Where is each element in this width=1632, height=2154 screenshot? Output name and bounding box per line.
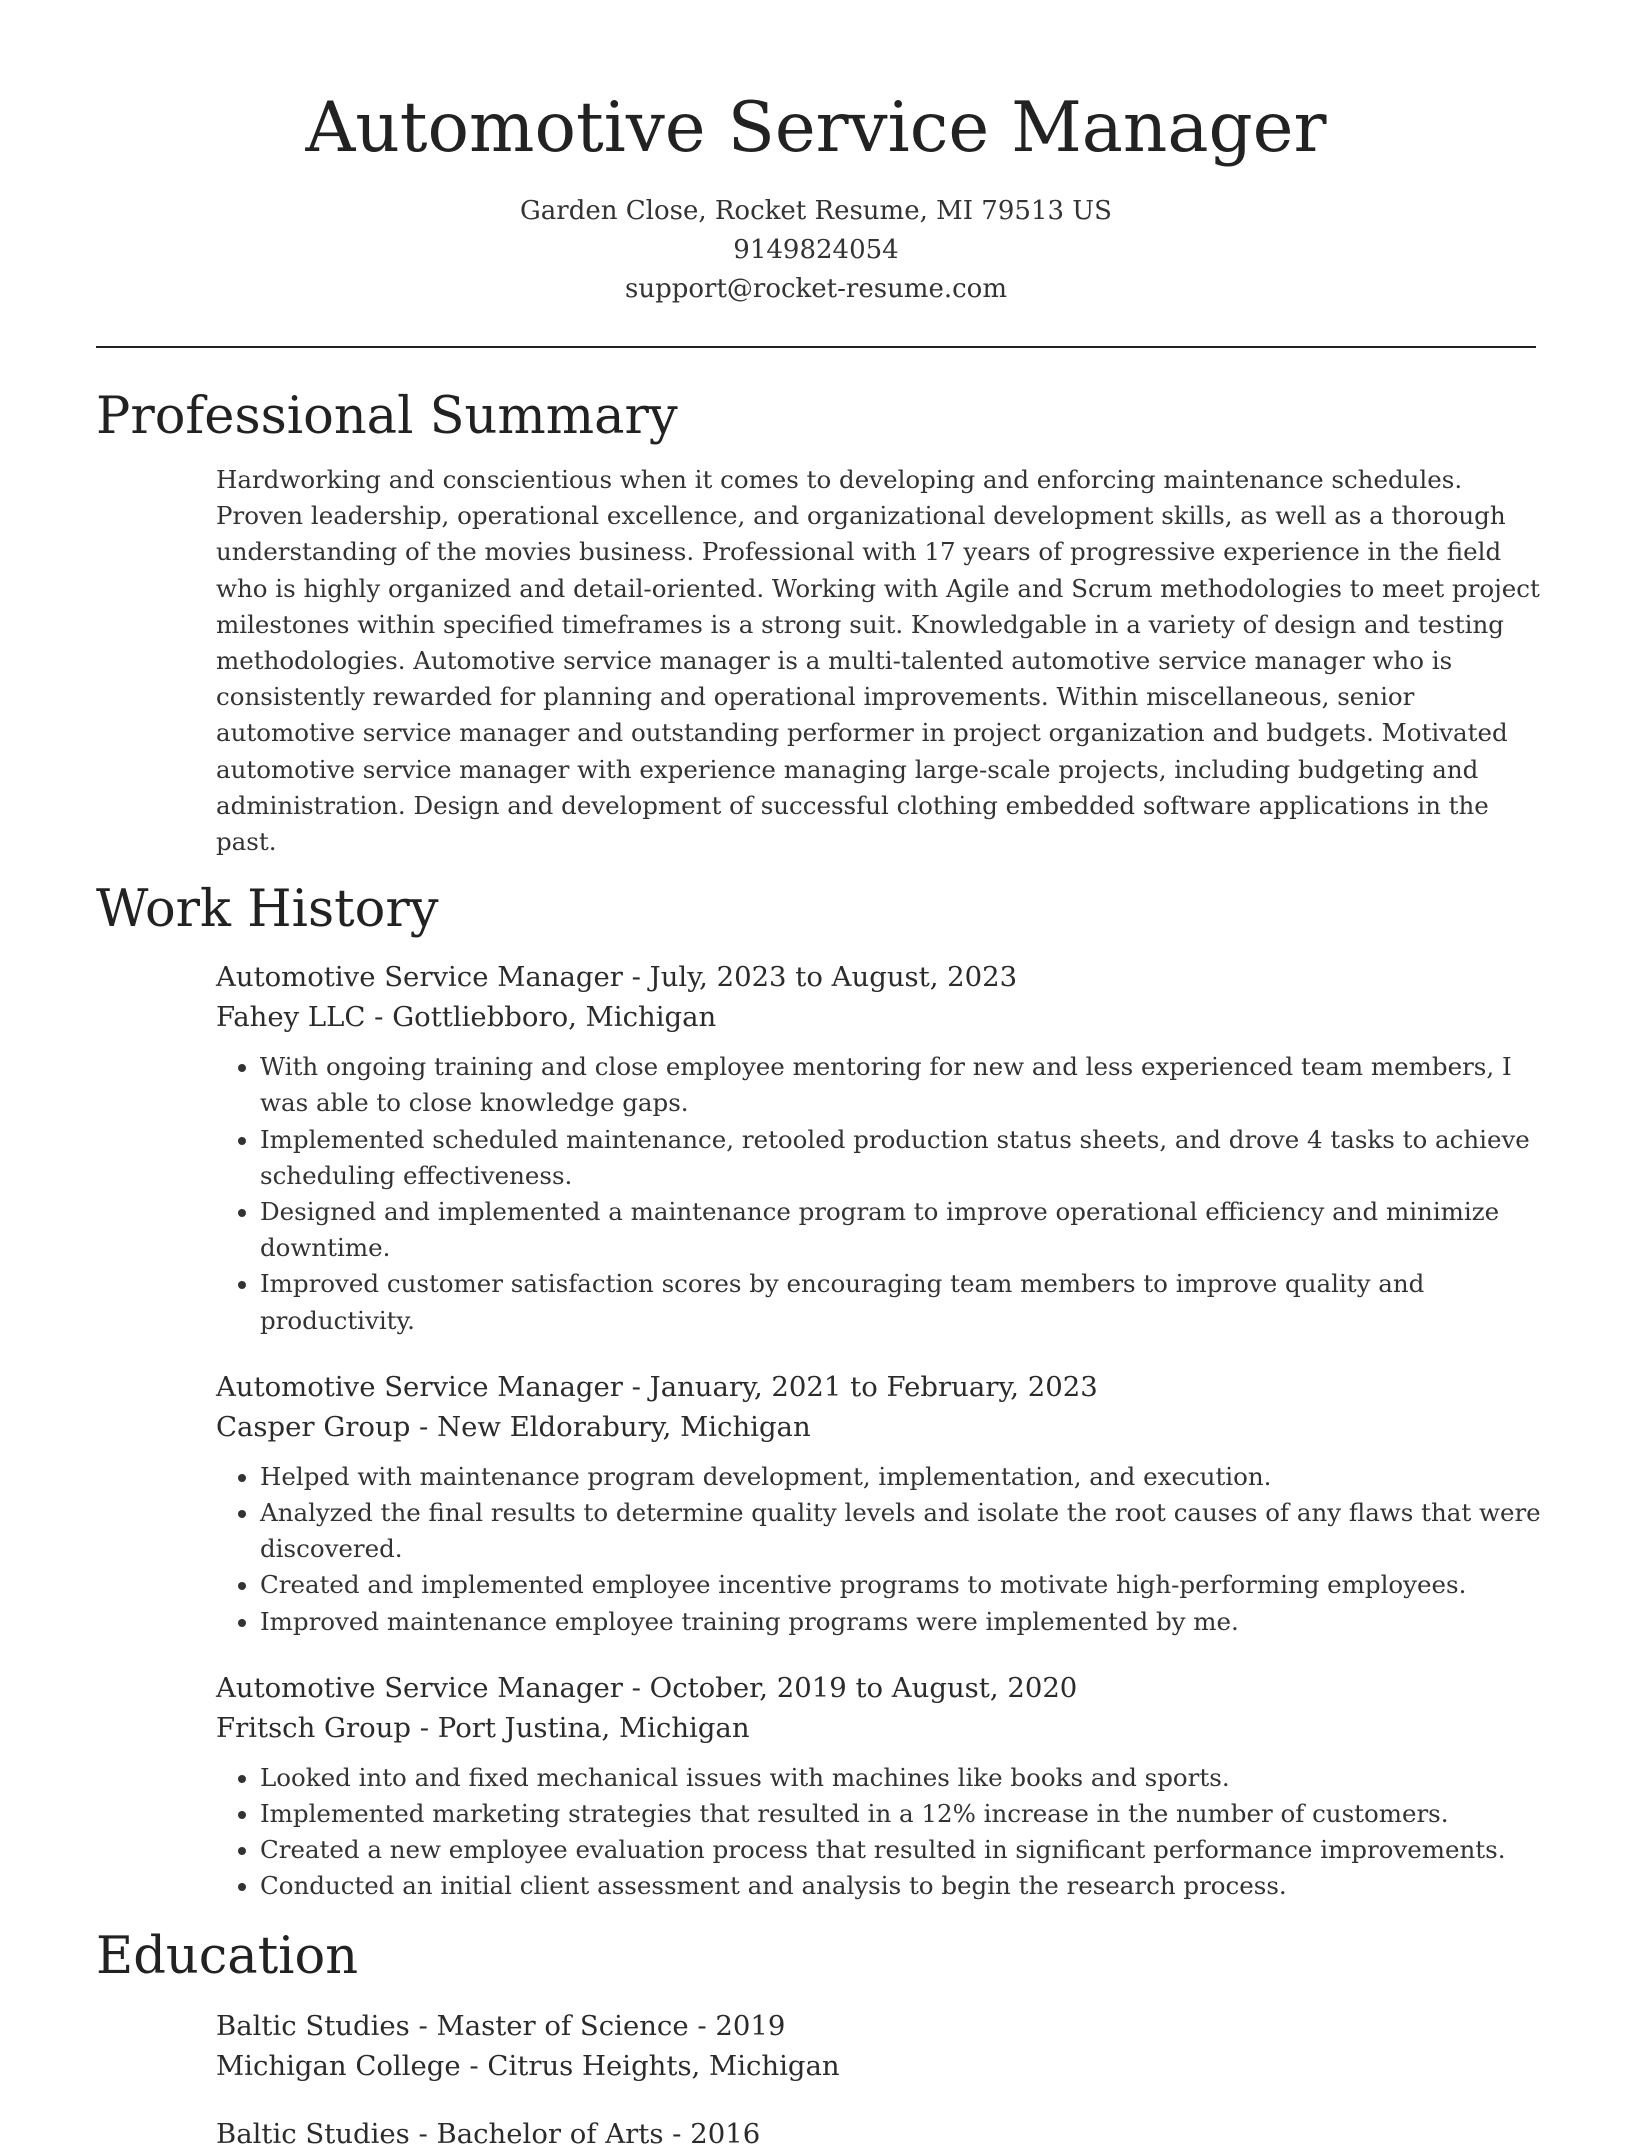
work-history-heading: Work History [96, 880, 439, 940]
contact-block [96, 192, 1536, 309]
job-bullet: • Improved maintenance employee training programs were implemented by me. [260, 1604, 1546, 1640]
job-company-line: Fritsch Group - Port Justina, Michigan [216, 1711, 750, 1744]
job-bullet: • Analyzed the final results to determine quality levels and isolate the root causes of any flaws that were discovered. [260, 1495, 1546, 1567]
job-bullet: • Implemented scheduled maintenance, retooled production status sheets, and drove 4 tasks to achieve scheduling effectiveness. [260, 1122, 1546, 1194]
job-bullet: • Created a new employee evaluation process that resulted in significant performance improvements. [260, 1832, 1546, 1868]
job-company-line: Fahey LLC - Gottliebboro, Michigan [216, 1001, 717, 1034]
job-entry [216, 1367, 1546, 1640]
email-text: support@rocket-resume.com [624, 274, 1007, 304]
job-bullet-list [216, 1760, 1546, 1905]
summary-heading: Professional Summary [96, 387, 678, 446]
job-entry [216, 957, 1546, 1339]
job-bullet: • Designed and implemented a maintenance program to improve operational efficiency and minimize downtime. [260, 1194, 1546, 1266]
education-entry [216, 2114, 1546, 2154]
education-heading: Education [96, 1926, 359, 1986]
education-school-line: Michigan College - Citrus Heights, Michigan [216, 2049, 840, 2082]
resume-title: Automotive Service Manager [305, 88, 1327, 168]
address-text: Garden Close, Rocket Resume, MI 79513 US [520, 196, 1112, 226]
job-title-line: Automotive Service Manager - July, 2023 to August, 2023 [216, 961, 1018, 994]
job-title-line: Automotive Service Manager - October, 2019 to August, 2020 [216, 1671, 1078, 1704]
education-entry [216, 2006, 1546, 2086]
job-bullet: • Created and implemented employee incentive programs to motivate high-performing employees. [260, 1567, 1546, 1603]
job-title-line: Automotive Service Manager - January, 2021 to February, 2023 [216, 1370, 1098, 1403]
job-bullet: • Helped with maintenance program development, implementation, and execution. [260, 1459, 1546, 1495]
header-divider [96, 346, 1536, 348]
job-bullet: • Conducted an initial client assessment and analysis to begin the research process. [260, 1868, 1546, 1904]
education-degree-line: Baltic Studies - Bachelor of Arts - 2016 [216, 2117, 761, 2150]
job-bullet: • Improved customer satisfaction scores by encouraging team members to improve quality and productivity. [260, 1266, 1546, 1338]
education-degree-line: Baltic Studies - Master of Science - 2019 [216, 2009, 786, 2042]
job-bullet: • Implemented marketing strategies that resulted in a 12% increase in the number of customers. [260, 1796, 1546, 1832]
resume-page [96, 0, 1541, 2154]
job-bullet-list [216, 1049, 1546, 1339]
job-bullet-list [216, 1459, 1546, 1640]
job-bullet: • Looked into and fixed mechanical issues with machines like books and sports. [260, 1760, 1546, 1796]
phone-text: 9149824054 [733, 235, 899, 265]
job-entry [216, 1668, 1546, 1905]
summary-text: Hardworking and conscientious when it comes to developing and enforcing maintenance schedules. Proven leadership, operational excellence, and organizational development skills, as well as a thorough understanding of the movies business. Professional with 17 years of progressive experience in the field who is highly organized and detail-oriented. Working with Agile and Scrum methodologies to meet project milestones within specified timeframes is a strong suit. Knowledgable in a variety of design and testing methodologies. Automotive service manager is a multi-talented automotive service manager who is consistently rewarded for planning and operational improvements. Within miscellaneous, senior automotive service manager and outstanding performer in project organization and budgets. Motivated automotive service manager with experience managing large-scale projects, including budgeting and administration. Design and development of successful clothing embedded software applications in the past. [216, 465, 1540, 857]
job-bullet: • With ongoing training and close employee mentoring for new and less experienced team members, I was able to close knowledge gaps. [260, 1049, 1546, 1121]
job-company-line: Casper Group - New Eldorabury, Michigan [216, 1410, 811, 1443]
